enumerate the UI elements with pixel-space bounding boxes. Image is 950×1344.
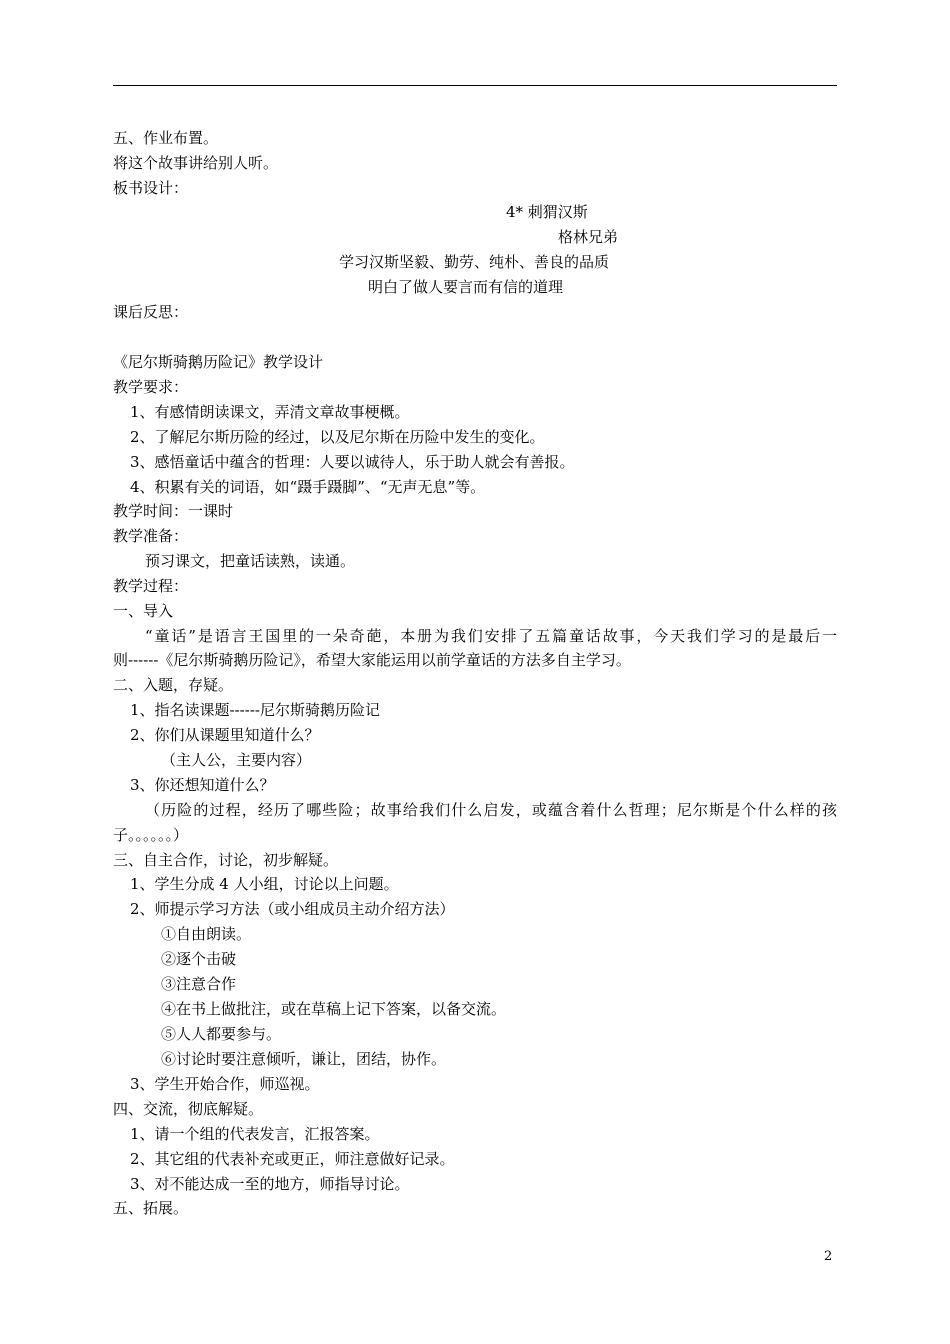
section-heading: 五、拓展。: [113, 1199, 189, 1217]
list-item: 3、对不能达成一至的地方，师指导讨论。: [130, 1175, 410, 1193]
list-item: ④在书上做批注，或在草稿上记下答案，以备交流。: [161, 1000, 507, 1018]
section-heading: 课后反思：: [113, 303, 189, 321]
list-item: 2、其它组的代表补充或更正，师注意做好记录。: [130, 1150, 455, 1168]
list-item: 1、指名读课题------尼尔斯骑鹅历险记: [130, 701, 380, 719]
board-line: 学习汉斯坚毅、勤劳、纯朴、善良的品质: [339, 253, 610, 271]
paragraph: 将这个故事讲给别人听。: [113, 154, 279, 172]
section-heading: 教学要求：: [113, 378, 189, 396]
section-heading: 五、作业布置。: [113, 129, 219, 147]
section-heading: 板书设计：: [113, 179, 189, 197]
list-item: 1、请一个组的代表发言，汇报答案。: [130, 1125, 380, 1143]
list-item: 3、学生开始合作，师巡视。: [130, 1075, 320, 1093]
list-item: ①自由朗读。: [161, 925, 252, 943]
list-item: 2、师提示学习方法（或小组成员主动介绍方法）: [130, 900, 455, 918]
paragraph: 子。。。。。。）: [113, 826, 189, 844]
section-heading: 一、导入: [113, 602, 174, 620]
list-item: 3、你还想知道什么？: [130, 776, 275, 794]
list-item: 1、有感情朗读课文，弄清文章故事梗概。: [130, 403, 410, 421]
section-heading: 教学时间：一课时: [113, 502, 234, 520]
list-item: 2、你们从课题里知道什么？: [130, 726, 320, 744]
paragraph: （历险的过程，经历了哪些险；故事给我们什么启发，或蕴含着什么哲理；尼尔斯是个什么样的孩: [145, 801, 837, 819]
paragraph: “童话”是语言王国里的一朵奇葩，本册为我们安排了五篇童话故事，今天我们学习的是最后一: [145, 627, 837, 645]
list-item: 1、学生分成 4 人小组，讨论以上问题。: [130, 875, 399, 893]
section-heading: 四、交流，彻底解疑。: [113, 1100, 264, 1118]
board-title: 4* 刺猬汉斯: [506, 203, 588, 221]
board-author: 格林兄弟: [558, 228, 619, 246]
list-item: 4、积累有关的词语，如“蹑手蹑脚”、“无声无息”等。: [130, 478, 486, 496]
section-heading: 二、入题，存疑。: [113, 676, 234, 694]
section-heading: 三、自主合作，讨论，初步解疑。: [113, 851, 339, 869]
section-heading: 教学过程：: [113, 577, 189, 595]
list-item: ⑥讨论时要注意倾听，谦让，团结，协作。: [161, 1050, 447, 1068]
page-number: 2: [824, 1249, 833, 1264]
board-line: 明白了做人要言而有信的道理: [368, 278, 564, 296]
header-rule: [113, 85, 837, 86]
document-title: 《尼尔斯骑鹅历险记》教学设计: [113, 353, 324, 371]
list-item: ②逐个击破: [161, 950, 237, 968]
paragraph: （主人公，主要内容）: [161, 751, 312, 769]
list-item: ⑤人人都要参与。: [161, 1025, 282, 1043]
list-item: 3、感悟童话中蕴含的哲理：人要以诚待人，乐于助人就会有善报。: [130, 453, 575, 471]
list-item: ③注意合作: [161, 975, 237, 993]
paragraph: 预习课文，把童话读熟，读通。: [145, 552, 356, 570]
list-item: 2、了解尼尔斯历险的经过，以及尼尔斯在历险中发生的变化。: [130, 428, 545, 446]
section-heading: 教学准备：: [113, 527, 189, 545]
paragraph: 则------《尼尔斯骑鹅历险记》，希望大家能运用以前学童话的方法多自主学习。: [113, 651, 631, 669]
